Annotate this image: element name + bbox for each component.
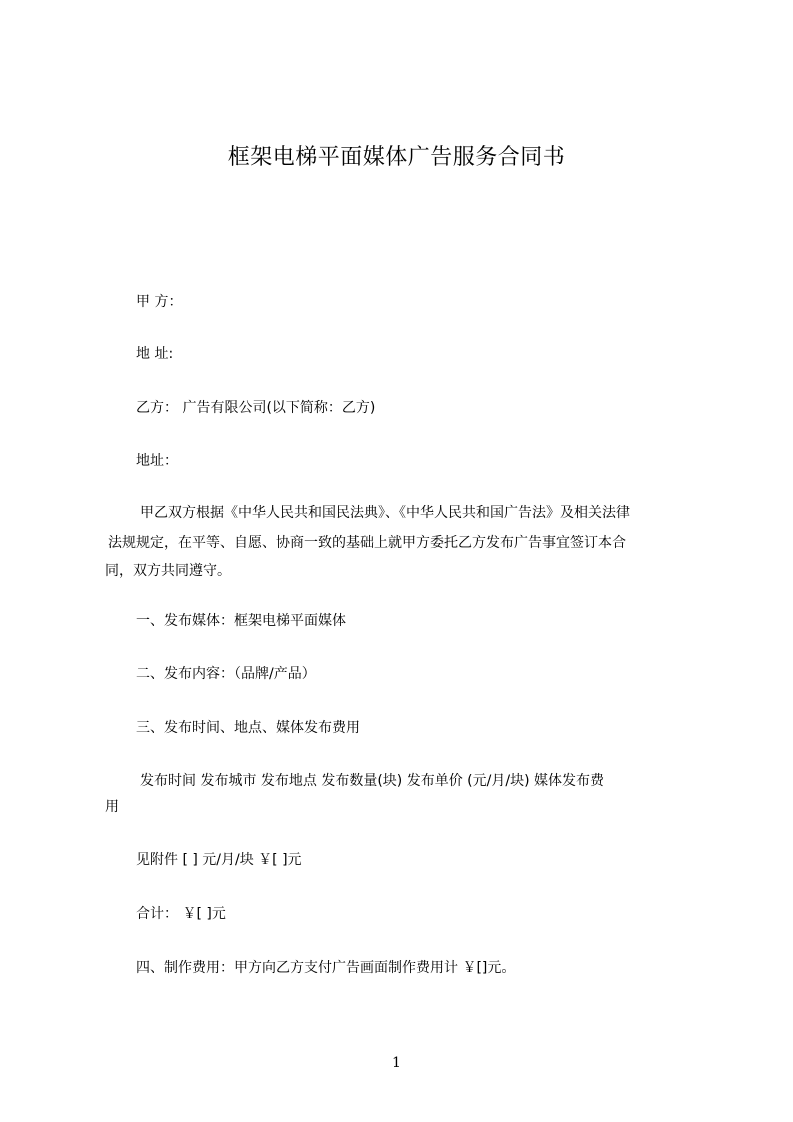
party-a-address-label: 地 址: xyxy=(136,346,174,362)
preamble-line-2: 法规规定，在平等、自愿、协商一致的基础上就甲方委托乙方发布广告事宜签订本合 xyxy=(108,535,626,551)
table-header-line-2: 用 xyxy=(105,799,119,815)
clause-2: 二、发布内容：（品牌/产品） xyxy=(136,666,316,682)
preamble-line-1: 甲乙双方根据《中华人民共和国民法典》、《中华人民共和国广告法》及相关法律 xyxy=(140,505,630,521)
clause-4: 四、制作费用：甲方向乙方支付广告画面制作费用计 ￥[]元。 xyxy=(136,960,516,976)
page-number: 1 xyxy=(392,1055,401,1071)
document-title: 框架电梯平面媒体广告服务合同书 xyxy=(227,145,566,170)
clause-3: 三、发布时间、地点、媒体发布费用 xyxy=(136,720,360,736)
preamble-line-3: 同，双方共同遵守。 xyxy=(105,563,231,579)
table-row: 见附件 [ ] 元/月/块 ￥[ ]元 xyxy=(136,852,302,868)
party-b-address-label: 地址： xyxy=(136,453,178,469)
party-b-line: 乙方： 广告有限公司(以下简称：乙方) xyxy=(136,400,376,416)
total-line: 合计： ￥[ ]元 xyxy=(136,906,226,922)
table-header-line-1: 发布时间 发布城市 发布地点 发布数量(块) 发布单价 (元/月/块) 媒体发布费 xyxy=(140,773,604,789)
party-a-label: 甲 方： xyxy=(136,294,183,310)
clause-1: 一、发布媒体：框架电梯平面媒体 xyxy=(136,613,346,629)
